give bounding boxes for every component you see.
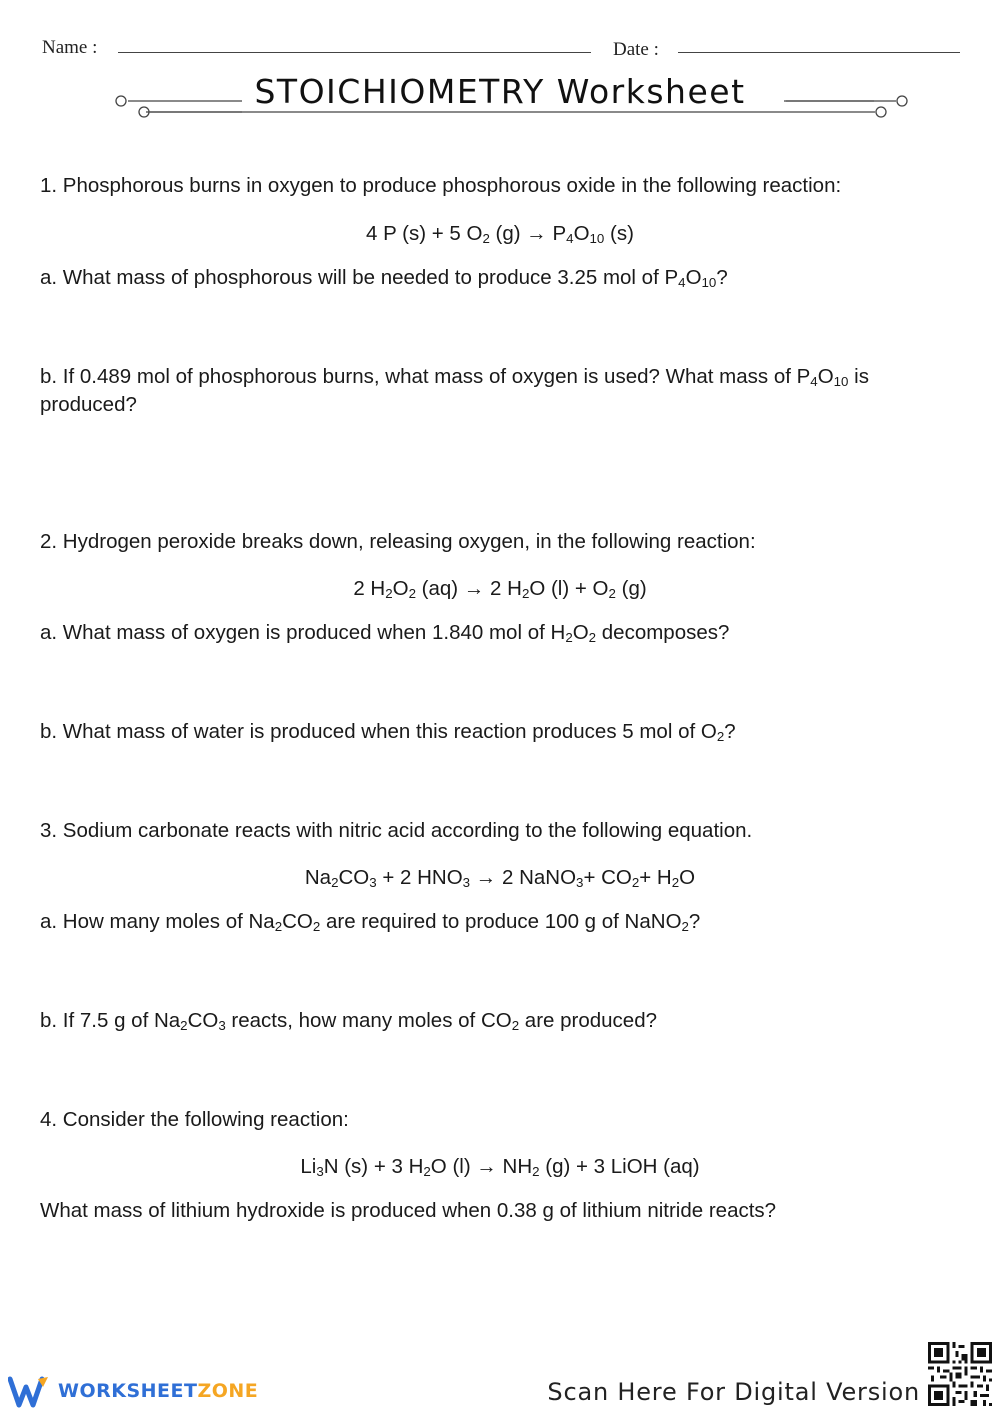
question-3-equation: $Na_2CO_3 + 2$ $HNO_3 \to 2$ NaNO$_3$+ $CO_2+ H_2O$	[304, 866, 696, 890]
question-2-prompt: 2. Hydrogen peroxide breaks down, releasing oxygen, in the following reaction:	[40, 530, 756, 553]
question-2-equation: 2 $H_2O_2$ (aq) → 2 $H_2O$ $(l) + O_2$ (g)	[353, 577, 647, 601]
question-2a: a. What mass of oxygen is produced when 1.840 mol of $H_2O_2$ decomposes?	[40, 621, 730, 645]
question-4-equation: $Li_3N$ (s) + 3 $H_2O$ $(l) \to NH_2$ (g) + 3 LiOH (aq)	[300, 1155, 700, 1179]
question-4-text: What mass of lithium hydroxide is produced when 0.38 g of lithium nitride reacts?	[40, 1199, 777, 1222]
question-3b: b. If 7.5 g of $Na_2CO_3$ reacts, how many moles of $CO_2$ are produced?	[40, 1009, 658, 1033]
worksheetzone-logo-icon	[8, 1373, 52, 1409]
worksheetzone-logo[interactable]	[8, 1373, 258, 1409]
question-1-prompt: 1. Phosphorous burns in oxygen to produce phosphorous oxide in the following reaction:	[40, 174, 842, 197]
page-title: STOICHIOMETRY Worksheet	[254, 72, 746, 111]
scan-caption: Scan Here For Digital Version	[547, 1378, 920, 1406]
question-3-prompt: 3. Sodium carbonate reacts with nitric acid according to the following equation.	[40, 819, 753, 842]
question-1a: a. What mass of phosphorous will be needed to produce 3.25 mol of $P_4O_{10}$?	[40, 266, 728, 290]
name-field-line[interactable]	[118, 52, 591, 53]
name-label: Name :	[42, 37, 98, 58]
question-1b: b. If 0.489 mol of phosphorous burns, what mass of oxygen is used? What mass of $P_4O_{10}$ is produced?	[40, 365, 869, 416]
date-field-line[interactable]	[678, 52, 960, 53]
logo-text-zone: ZONE	[197, 1380, 259, 1402]
date-label: Date :	[613, 39, 659, 60]
question-1-equation: 4 P (s) + 5 $O_2$ $(g) \to P_4O_{10}$ (s)	[366, 222, 634, 246]
logo-text-worksheet: WORKSHEET	[58, 1380, 198, 1402]
qr-code-icon[interactable]	[928, 1342, 992, 1406]
question-3a: a. How many moles of $Na_2CO_2$ are required to produce 100 g of NaNO$_2$?	[40, 910, 701, 934]
question-4-prompt: 4. Consider the following reaction:	[40, 1108, 349, 1131]
question-2b: b. What mass of water is produced when this reaction produces 5 mol of $O_2$?	[40, 720, 736, 744]
